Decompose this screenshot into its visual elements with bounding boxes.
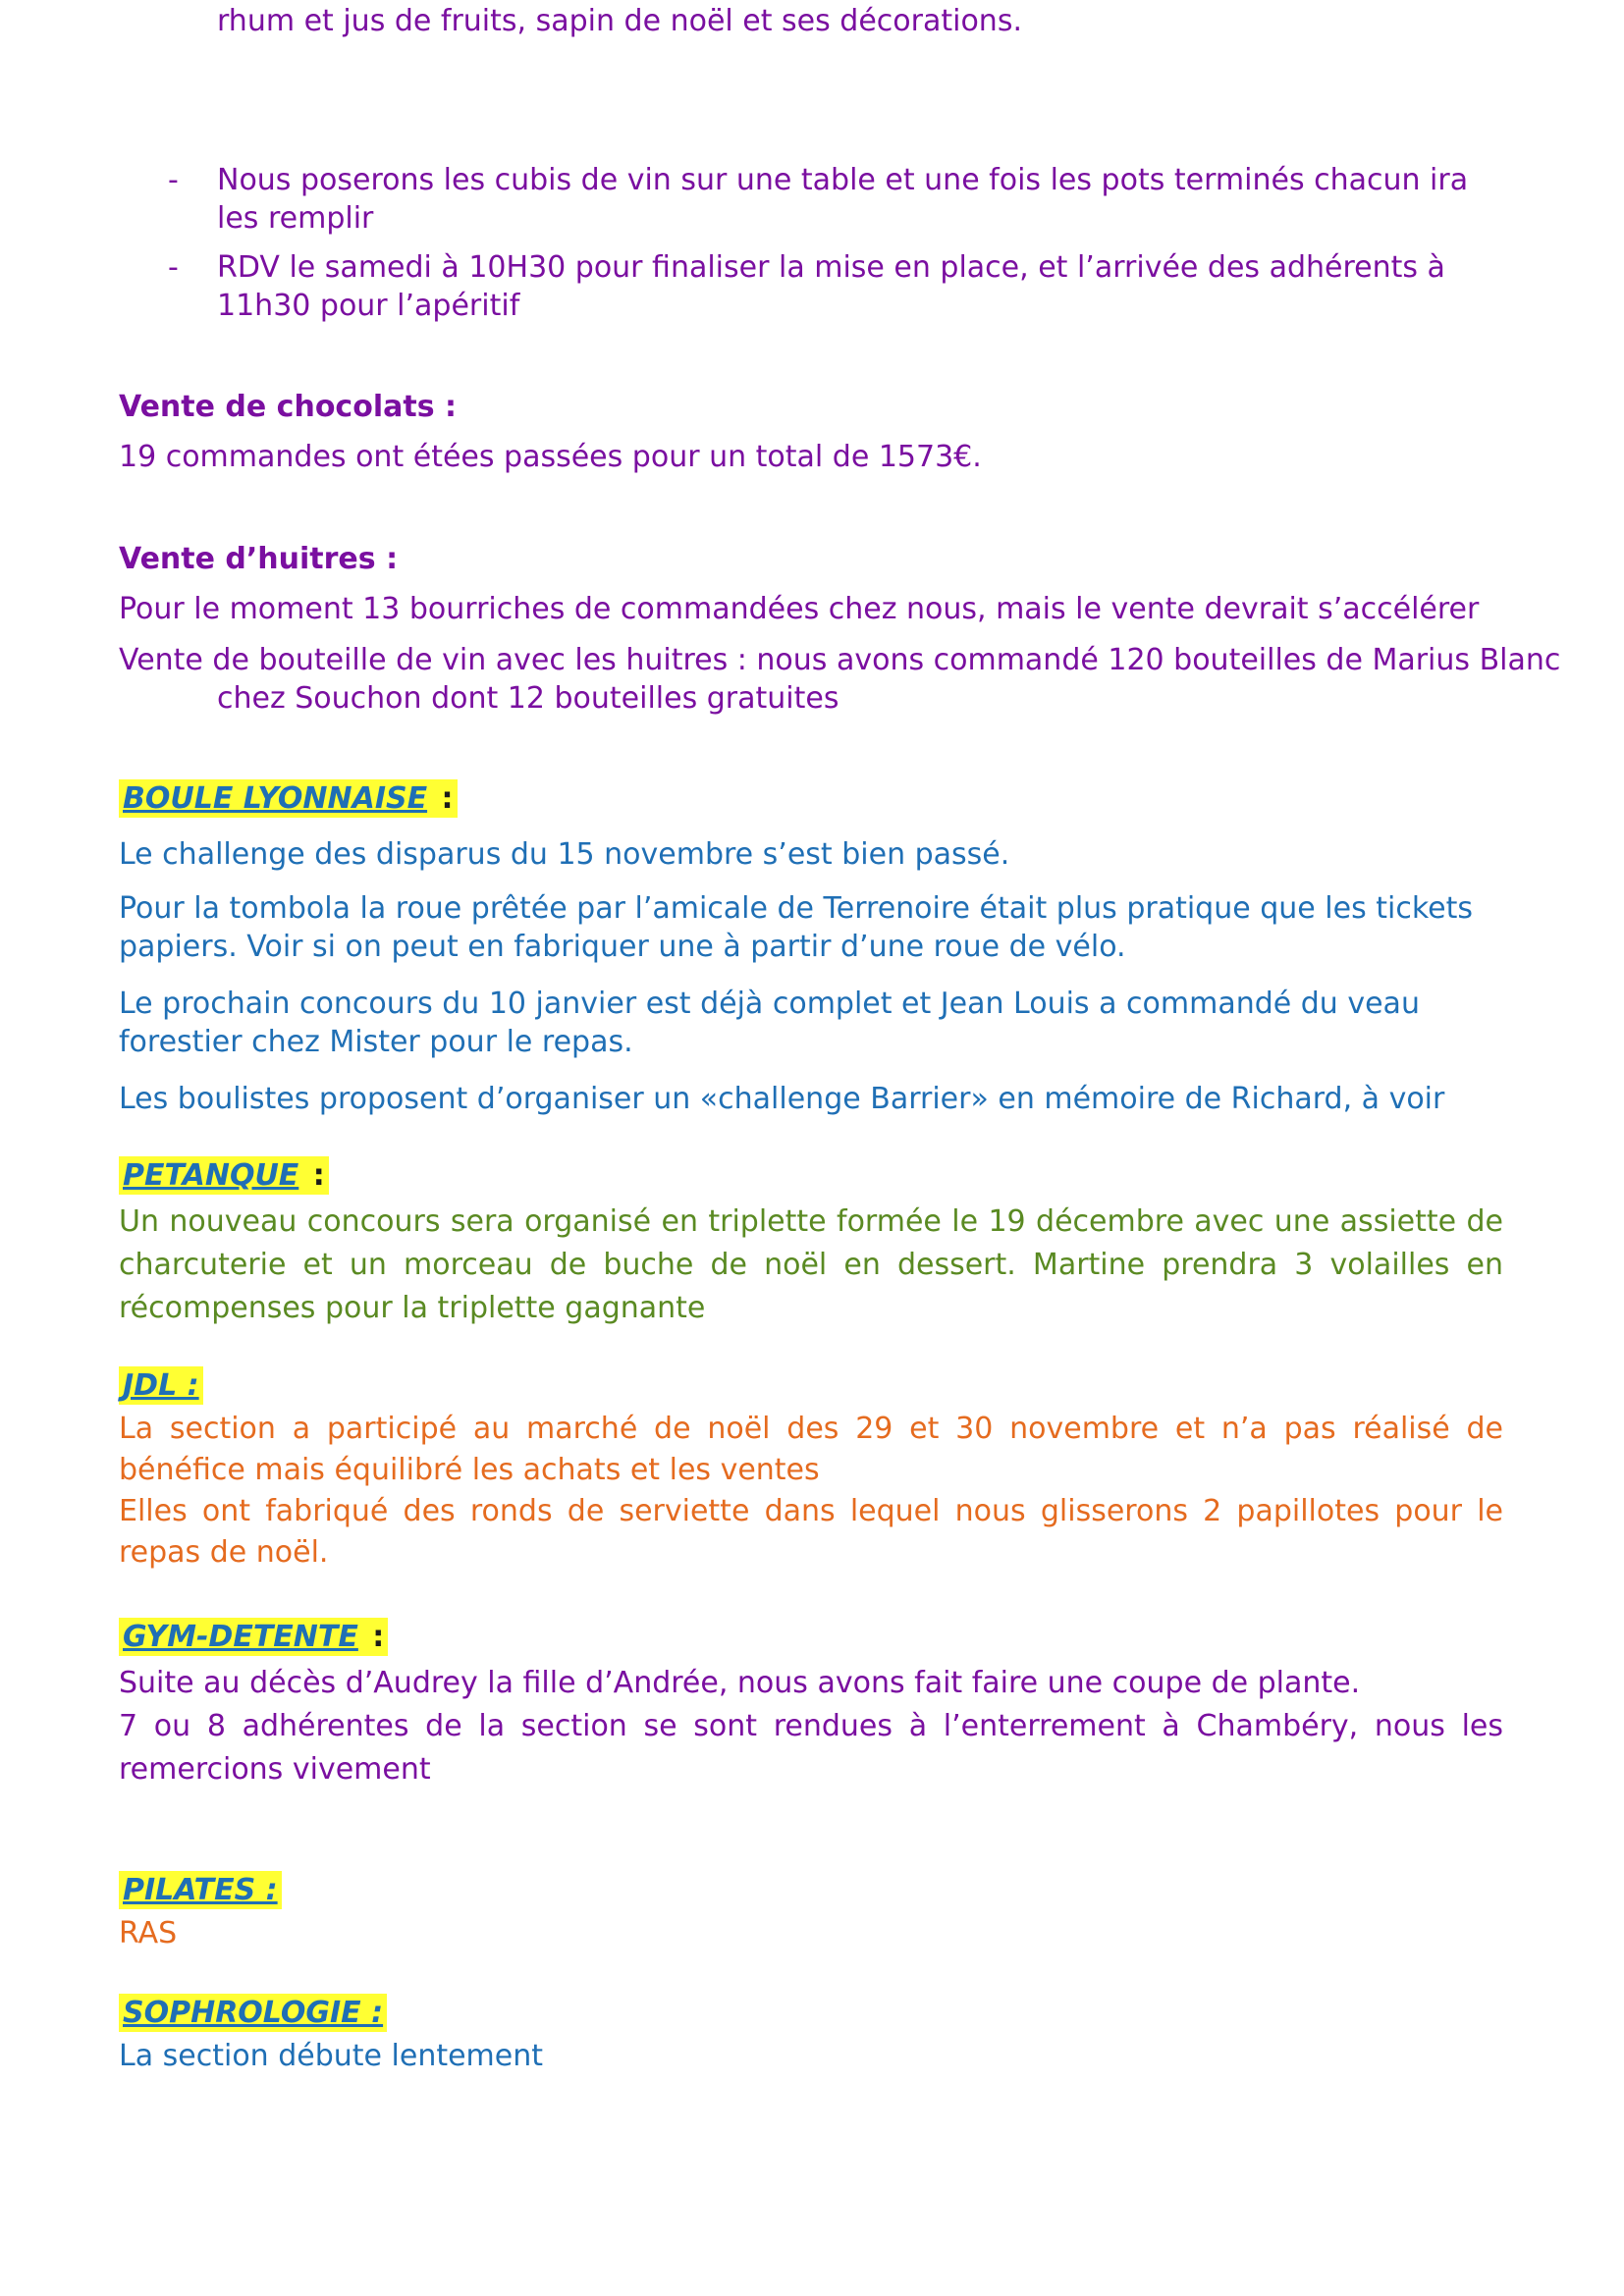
petanque-title: PETANQUE (119, 1156, 302, 1195)
boule-colon: : (431, 779, 457, 818)
intro-line: rhum et jus de fruits, sapin de noël et ses décorations. (217, 4, 1022, 38)
chocolats-text: 19 commandes ont étées passées pour un total de 1573€. (119, 440, 982, 474)
section-title-jdl (119, 1366, 203, 1405)
huitres-title: Vente d’huitres : (119, 542, 399, 576)
jdl-title: JDL : (119, 1366, 203, 1405)
huitres-line2: Vente de bouteille de vin avec les huitres : nous avons commandé 120 bouteilles de Marius Blanc chez Souchon dont 12 bouteilles gratuites (119, 643, 1561, 716)
gym-p1: Suite au décès d’Audrey la fille d’Andrée, nous avons fait faire une coupe de plante. (119, 1666, 1361, 1700)
list-item (119, 248, 1503, 325)
bullet-text: RDV le samedi à 10H30 pour finaliser la mise en place, et l’arrivée des adhérents à 11h30 pour l’apéritif (217, 250, 1445, 323)
jdl-p1: La section a participé au marché de noël des 29 et 30 novembre et n’a pas réalisé de bénéfice mais équilibré les achats et les ventes (119, 1412, 1503, 1487)
bullet-text: Nous poserons les cubis de vin sur une table et une fois les pots terminés chacun ira les remplir (217, 163, 1469, 236)
jdl-p2: Elles ont fabriqué des ronds de serviette dans lequel nous glisserons 2 papillotes pour le repas de noël. (119, 1494, 1503, 1570)
boule-p1: Le challenge des disparus du 15 novembre s’est bien passé. (119, 837, 1010, 872)
petanque-colon: : (302, 1156, 328, 1195)
gym-title: GYM-DETENTE (119, 1618, 362, 1656)
petanque-p1: Un nouveau concours sera organisé en triplette formée le 19 décembre avec une assiette de charcuterie et un morceau de buche de noël en dessert. Martine prendra 3 volailles en récompenses pour la triplette gagnante (119, 1204, 1503, 1325)
section-title-pilates (119, 1871, 282, 1909)
boule-p4: Les boulistes proposent d’organiser un «challenge Barrier» en mémoire de Richard, à voir (119, 1082, 1445, 1116)
gym-colon: : (362, 1618, 388, 1656)
pilates-title: PILATES : (119, 1871, 282, 1909)
bullet-dash: - (168, 250, 179, 285)
gym-p2: 7 ou 8 adhérentes de la section se sont rendues à l’enterrement à Chambéry, nous les remercions vivement (119, 1709, 1503, 1787)
huitres-line1: Pour le moment 13 bourriches de commandées chez nous, mais le vente devrait s’accélérer (119, 592, 1480, 626)
section-title-sophrologie (119, 1994, 387, 2032)
sophrologie-p1: La section débute lentement (119, 2039, 544, 2073)
list-item (119, 161, 1503, 238)
pilates-p1: RAS (119, 1916, 178, 1950)
boule-p2: Pour la tombola la roue prêtée par l’amicale de Terrenoire était plus pratique que les tickets papiers. Voir si on peut en fabriquer une à partir d’une roue de vélo. (119, 891, 1473, 964)
section-title-petanque (119, 1156, 329, 1195)
section-title-gym (119, 1618, 388, 1656)
boule-p3: Le prochain concours du 10 janvier est déjà complet et Jean Louis a commandé du veau forestier chez Mister pour le repas. (119, 987, 1420, 1059)
boule-title: BOULE LYONNAISE (119, 779, 431, 818)
chocolats-title: Vente de chocolats : (119, 390, 457, 424)
sophrologie-title: SOPHROLOGIE : (119, 1994, 387, 2032)
section-title-boule (119, 779, 458, 818)
bullet-dash: - (168, 163, 179, 197)
